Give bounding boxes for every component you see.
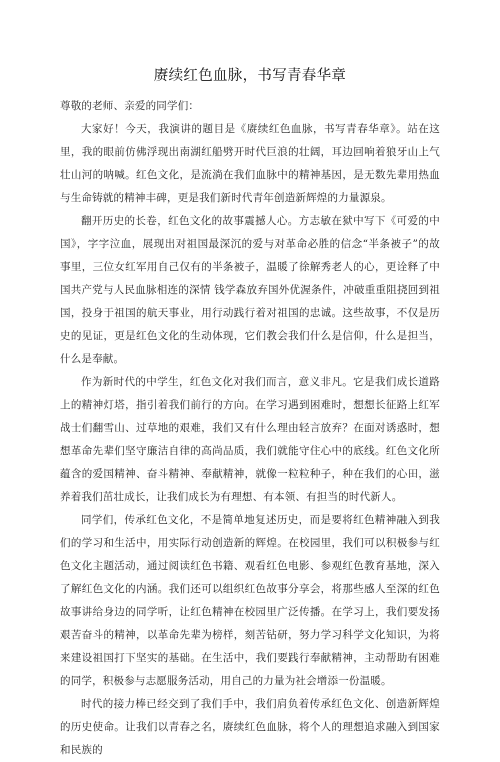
page-title: 赓续红色血脉，书写青春华章 bbox=[153, 68, 347, 84]
paragraph-opening: 大家好！今天，我演讲的题目是《赓续红色血脉，书写青春华章》。站在这里，我的眼前仿佛浮现出南湖红船劈开时代巨浪的壮阔，耳边回响着狼牙山上气壮山河的呐喊。红色文化，是流淌在我们血脉中的精神基因，是无数先辈用热血与生命铸就的精神丰碑，更是我们新时代青年创造新辉煌的力量源泉。 bbox=[60, 123, 440, 204]
paragraph-history: 翻开历史的长卷，红色文化的故事震撼人心。方志敏在狱中写下《可爱的中国》，字字泣血，展现出对祖国最深沉的爱与对革命必胜的信念“半条被子”的故事里，三位女红军用自己仅有的半条被子，温暖了徐解秀老人的心，更诠释了中国共产党与人民血脉相连的深情 钱学森放弃国外优渥条件，冲破重重阻挠回到祖国，投身于祖国的航天事业，用行动践行着对祖国的忠诚。这些故事，不仅是历史的见证，更是红色文化的生动体现，它们教会我们什么是信仰，什么是担当，什么是奉献。 bbox=[60, 215, 440, 365]
paragraph-action: 同学们，传承红色文化，不是简单地复述历史，而是要将红色精神融入到我们的学习和生活中，用实际行动创造新的辉煌。在校园里，我们可以积极参与红色文化主题活动，通过阅读红色书籍、观看红色电影、参观红色教育基地，深入了解红色文化的内涵。我们还可以组织红色故事分享会，将那些感人至深的红色故事讲给身边的同学听，让红色精神在校园里广泛传播。在学习上，我们要发扬艰苦奋斗的精神，以革命先辈为榜样，刻苦钻研，努力学习科学文化知识，为将来建设祖国打下坚实的基础。在生活中，我们要践行奉献精神，主动帮助有困难的同学，积极参与志愿服务活动，用自己的力量为社会增添一份温暖。 bbox=[60, 514, 440, 687]
paragraph-meaning: 作为新时代的中学生，红色文化对我们而言，意义非凡。它是我们成长道路上的精神灯塔，指引着我们前行的方向。在学习遇到困难时，想想长征路上红军战士们翻雪山、过草地的艰难，我们又有什么理由轻言放弃？在面对诱惑时，想想革命先辈们坚守廉洁自律的高尚品质，我们就能守住心中的底线。红色文化所蕴含的爱国精神、奋斗精神、奉献精神，就像一粒粒种子，种在我们的心田，滋养着我们茁壮成长，让我们成长为有理想、有本领、有担当的时代新人。 bbox=[60, 376, 440, 503]
paragraph-closing: 时代的接力棒已经交到了我们手中，我们肩负着传承红色文化、创造新辉煌的历史使命。让我们以青春之名，赓续红色血脉，将个人的理想追求融入到国家和民族的 bbox=[60, 698, 440, 756]
greeting-line: 尊敬的老师、亲爱的同学们： bbox=[60, 100, 200, 112]
speech-body bbox=[60, 95, 440, 762]
